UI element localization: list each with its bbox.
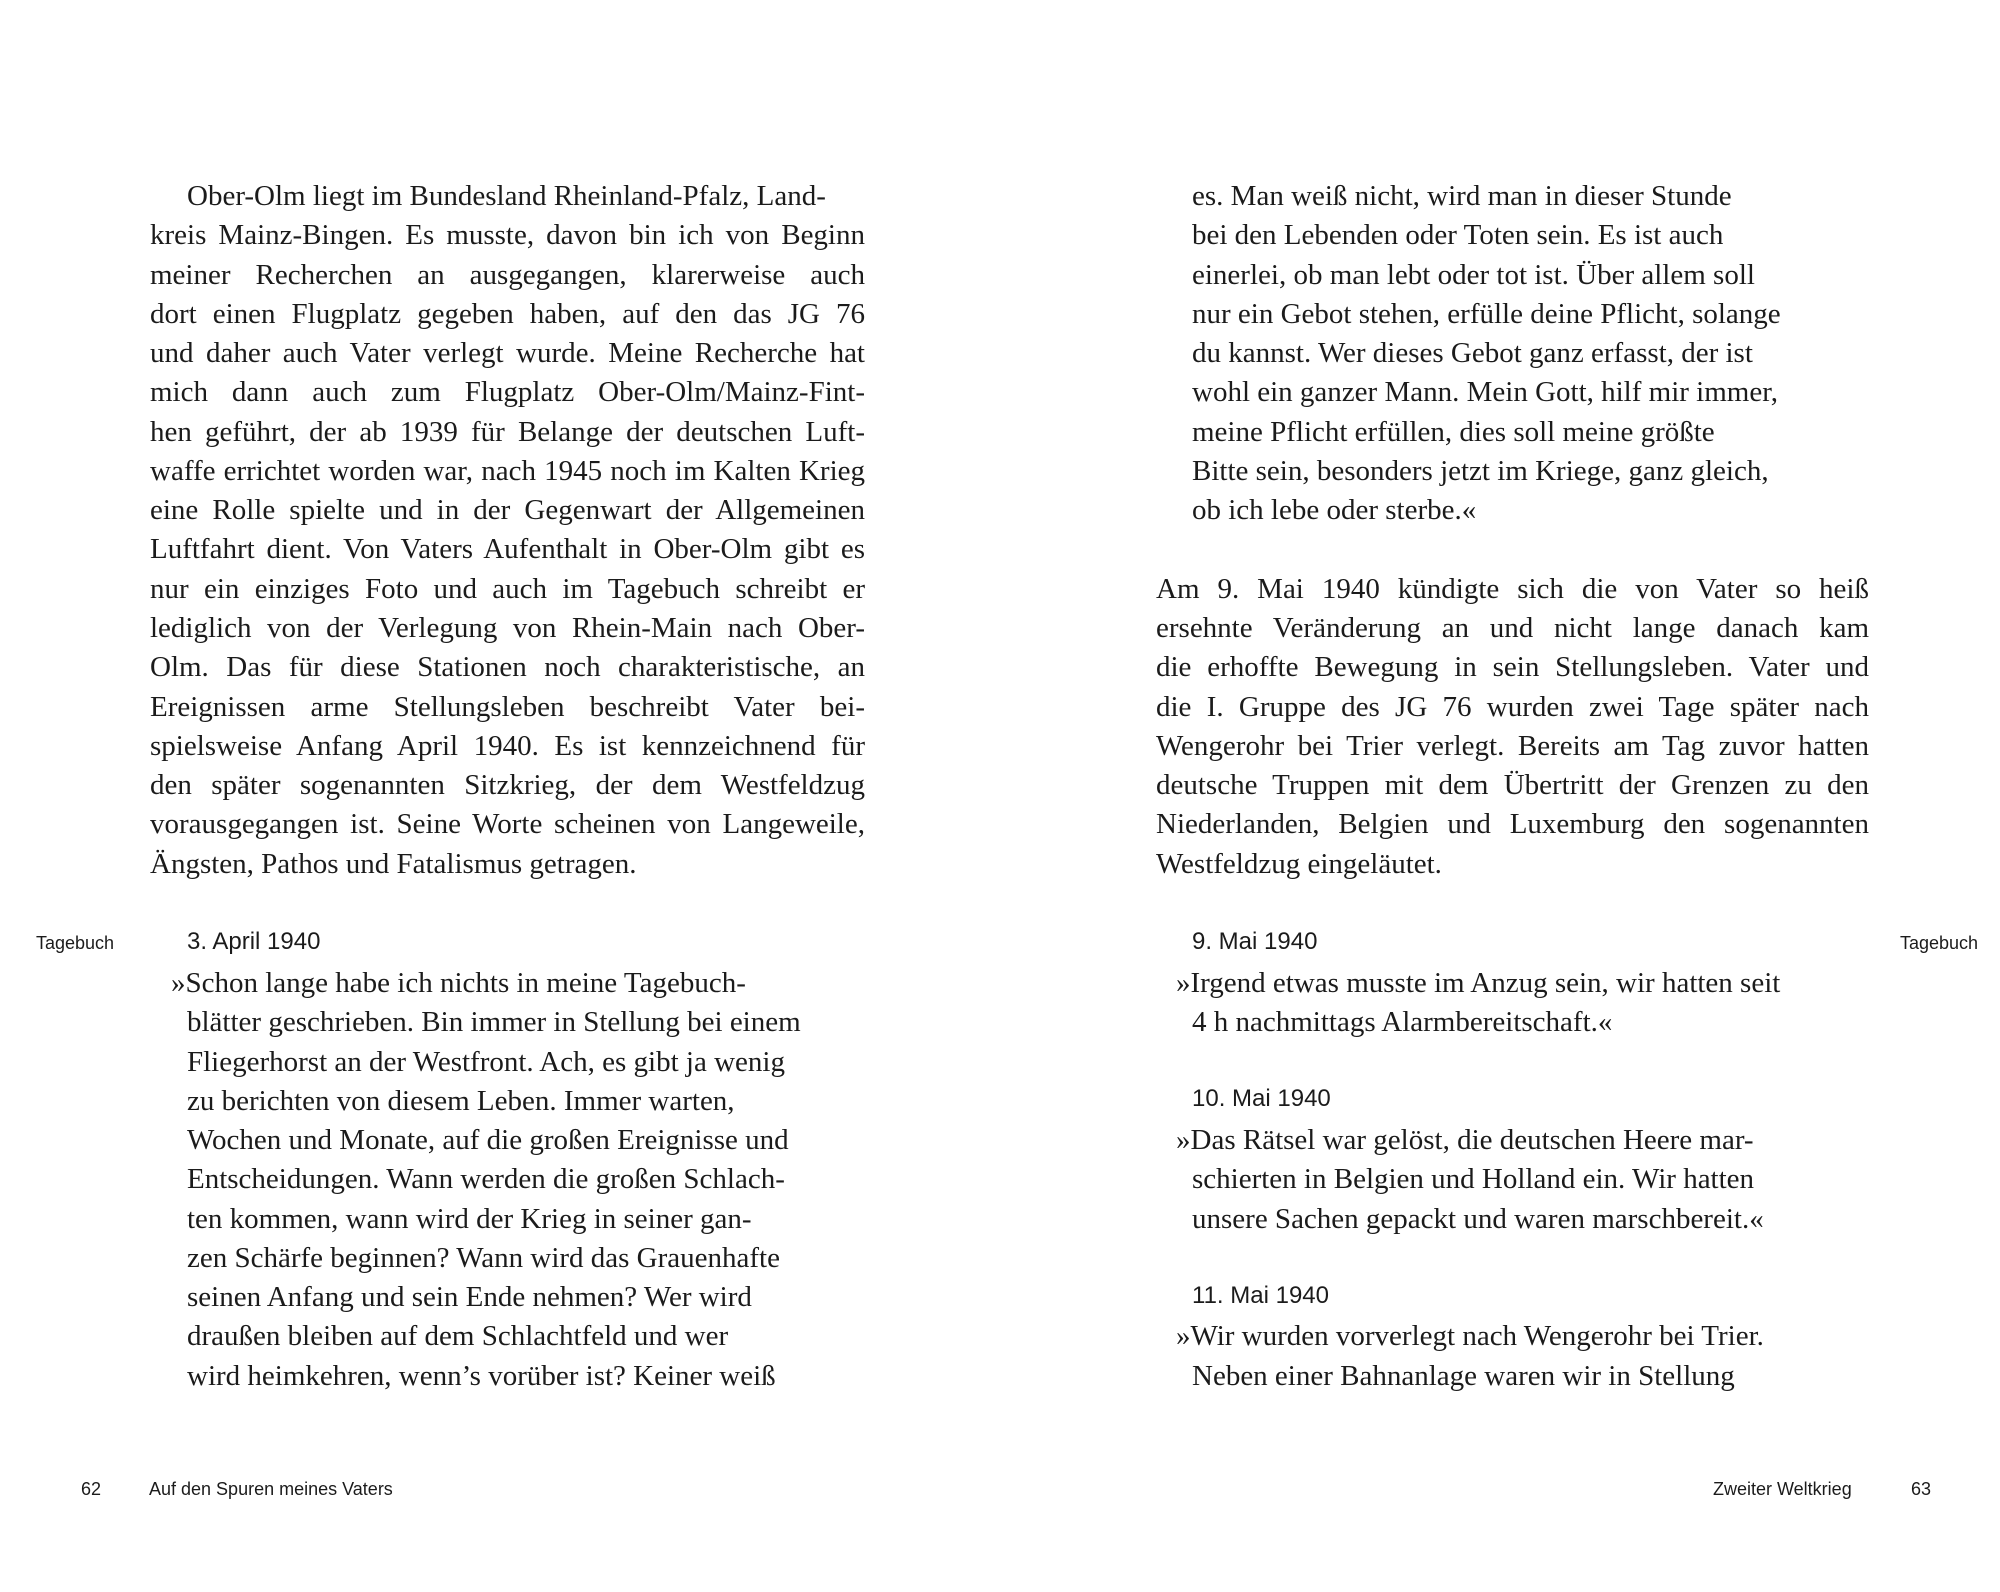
right-body-line: Westfeldzug eingeläutet.	[1156, 848, 1442, 880]
quote-line: ob ich lebe oder sterbe.«	[1192, 494, 1477, 526]
left-body-line: nur ein einziges Foto und auch im Tagebuch schreibt er	[150, 573, 865, 605]
diary-line: »Schon lange habe ich nichts in meine Tagebuch-	[171, 967, 746, 999]
diary-line: Fliegerhorst an der Westfront. Ach, es gibt ja wenig	[187, 1046, 785, 1078]
diary-line: ten kommen, wann wird der Krieg in seiner gan-	[187, 1203, 752, 1235]
left-body-line: spielsweise Anfang April 1940. Es ist kennzeichnend für	[150, 730, 865, 762]
quote-line: einerlei, ob man lebt oder tot ist. Über allem soll	[1192, 259, 1755, 291]
diary-line: zen Schärfe beginnen? Wann wird das Grauenhafte	[187, 1242, 780, 1274]
left-body-line: Olm. Das für diese Stationen noch charakteristische, an	[150, 651, 865, 683]
diary-date: 10. Mai 1940	[1192, 1085, 1331, 1112]
left-body-line: hen geführt, der ab 1939 für Belange der deutschen Luft-	[150, 416, 865, 448]
left-body-line: kreis Mainz-Bingen. Es musste, davon bin ich von Beginn	[150, 219, 865, 251]
quote-line: bei den Lebenden oder Toten sein. Es ist auch	[1192, 219, 1724, 251]
quote-line: Bitte sein, besonders jetzt im Kriege, ganz gleich,	[1192, 455, 1769, 487]
diary-line: »Irgend etwas musste im Anzug sein, wir hatten seit	[1176, 967, 1781, 999]
running-title: Auf den Spuren meines Vaters	[149, 1479, 393, 1499]
diary-date: 11. Mai 1940	[1192, 1282, 1329, 1309]
quote-line: es. Man weiß nicht, wird man in dieser Stunde	[1192, 180, 1732, 212]
quote-line: du kannst. Wer dieses Gebot ganz erfasst, der ist	[1192, 337, 1753, 369]
diary-line: unsere Sachen gepackt und waren marschbereit.«	[1192, 1203, 1764, 1235]
page-number: 62	[81, 1479, 102, 1499]
diary-line: Wochen und Monate, auf die großen Ereignisse und	[187, 1124, 789, 1156]
margin-label-tagebuch: Tagebuch	[36, 933, 115, 953]
diary-line: blätter geschrieben. Bin immer in Stellung bei einem	[187, 1006, 801, 1038]
right-body-line: die erhoffte Bewegung in sein Stellungsleben. Vater und	[1156, 651, 1869, 683]
right-body-line: Wengerohr bei Trier verlegt. Bereits am Tag zuvor hatten	[1156, 730, 1869, 762]
diary-date: 3. April 1940	[187, 928, 321, 955]
diary-date: 9. Mai 1940	[1192, 928, 1318, 955]
right-body-line: Niederlanden, Belgien und Luxemburg den sogenannten	[1156, 808, 1869, 840]
left-body-line: eine Rolle spielte und in der Gegenwart der Allgemeinen	[150, 494, 865, 526]
left-body-line: und daher auch Vater verlegt wurde. Meine Recherche hat	[150, 337, 865, 369]
right-body-line: Am 9. Mai 1940 kündigte sich die von Vater so heiß	[1156, 573, 1869, 605]
page-number: 63	[1911, 1479, 1932, 1499]
left-body-line: waffe errichtet worden war, nach 1945 noch im Kalten Krieg	[150, 455, 865, 487]
diary-line: Entscheidungen. Wann werden die großen Schlach-	[187, 1163, 785, 1195]
left-body-line: Ober-Olm liegt im Bundesland Rheinland-Pfalz, Land-	[187, 180, 826, 212]
diary-line: wird heimkehren, wenn’s vorüber ist? Keiner weiß	[187, 1360, 776, 1392]
diary-line: schierten in Belgien und Holland ein. Wir hatten	[1192, 1163, 1755, 1195]
diary-line: Neben einer Bahnanlage waren wir in Stellung	[1192, 1360, 1735, 1392]
diary-line: 4 h nachmittags Alarmbereitschaft.«	[1192, 1006, 1613, 1038]
left-body-line: mich dann auch zum Flugplatz Ober-Olm/Mainz-Fint-	[150, 376, 865, 408]
running-title: Zweiter Weltkrieg	[1713, 1479, 1852, 1499]
left-body-line: Luftfahrt dient. Von Vaters Aufenthalt in Ober-Olm gibt es	[150, 533, 865, 565]
margin-label-tagebuch: Tagebuch	[1900, 933, 1979, 953]
diary-line: »Das Rätsel war gelöst, die deutschen Heere mar-	[1176, 1124, 1754, 1156]
left-body-line: meiner Recherchen an ausgegangen, klarerweise auch	[150, 259, 865, 291]
right-body-line: deutsche Truppen mit dem Übertritt der Grenzen zu den	[1156, 769, 1869, 801]
diary-line: »Wir wurden vorverlegt nach Wengerohr bei Trier.	[1176, 1320, 1764, 1352]
left-body-line: Ängsten, Pathos und Fatalismus getragen.	[150, 848, 637, 880]
left-body-line: lediglich von der Verlegung von Rhein-Main nach Ober-	[150, 612, 865, 644]
left-body-line: den später sogenannten Sitzkrieg, der dem Westfeldzug	[150, 769, 865, 801]
diary-line: draußen bleiben auf dem Schlachtfeld und wer	[187, 1320, 729, 1352]
left-body-line: Ereignissen arme Stellungsleben beschreibt Vater bei-	[150, 691, 865, 723]
diary-line: seinen Anfang und sein Ende nehmen? Wer wird	[187, 1281, 752, 1313]
quote-line: nur ein Gebot stehen, erfülle deine Pflicht, solange	[1192, 298, 1781, 330]
left-body-line: dort einen Flugplatz gegeben haben, auf den das JG 76	[150, 298, 865, 330]
left-body-line: vorausgegangen ist. Seine Worte scheinen von Langeweile,	[150, 808, 865, 840]
diary-line: zu berichten von diesem Leben. Immer warten,	[187, 1085, 735, 1117]
right-body-line: ersehnte Veränderung an und nicht lange danach kam	[1156, 612, 1869, 644]
quote-line: meine Pflicht erfüllen, dies soll meine größte	[1192, 416, 1715, 448]
quote-line: wohl ein ganzer Mann. Mein Gott, hilf mir immer,	[1192, 376, 1778, 408]
right-body-line: die I. Gruppe des JG 76 wurden zwei Tage später nach	[1156, 691, 1869, 723]
